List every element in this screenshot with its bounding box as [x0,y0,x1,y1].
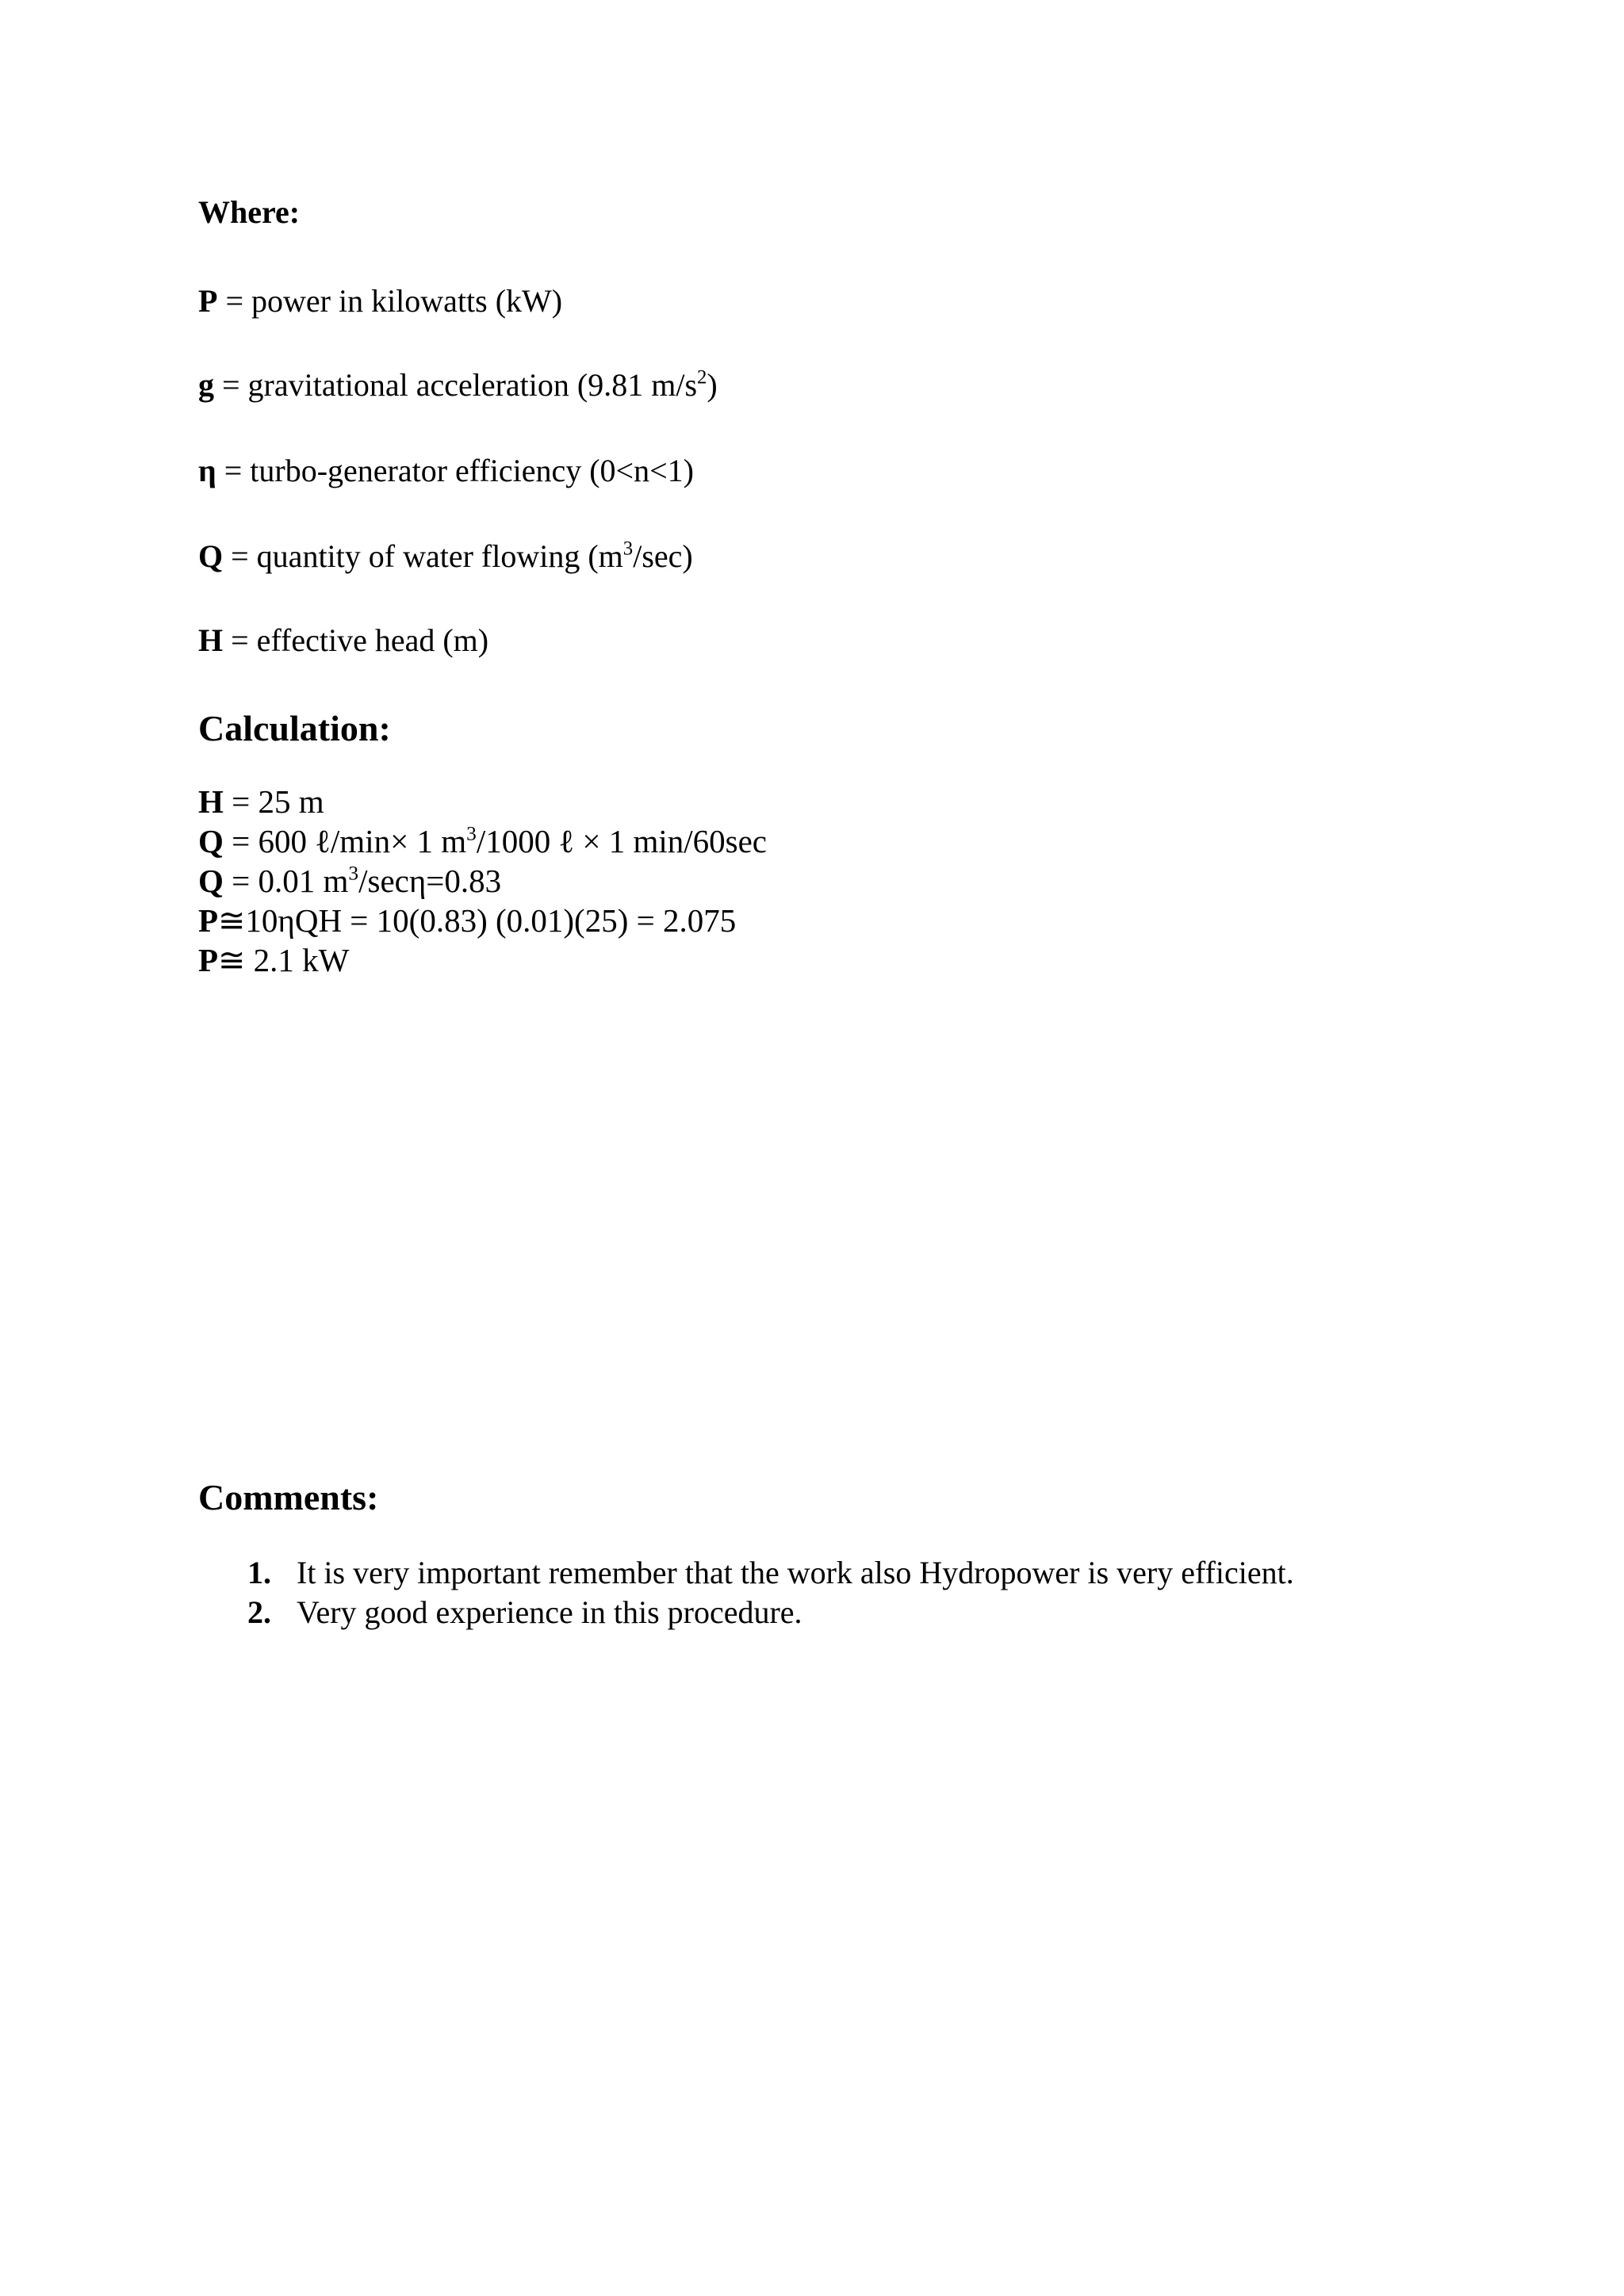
calculation-line [198,901,767,940]
calculation-symbol: H [198,783,224,820]
calculation-symbol: P [198,902,219,939]
definition-text-end: ) [707,367,718,403]
definition-text: = quantity of water flowing (m [231,538,623,574]
calculation-text: = 600 ℓ/min× 1 m [223,823,467,859]
definition-text: = gravitational acceleration (9.81 m/s [222,367,698,403]
calculation-symbol: P [198,942,219,978]
calculation-line [198,940,767,980]
definition-text-end: /sec) [633,538,693,574]
definition-text: = turbo-generator efficiency (0<n<1) [224,453,694,488]
calculation-superscript: 3 [466,822,477,845]
calculation-text: ≅10ηQH = 10(0.83) (0.01)(25) = 2.075 [218,902,737,939]
comments-heading: Comments: [198,1477,379,1517]
comment-item [247,1594,802,1631]
definition-power [198,282,562,320]
definition-symbol: H [198,622,224,658]
calculation-text: = 25 m [223,783,324,820]
calculation-text: ≅ 2.1 kW [218,942,350,978]
calculation-symbol: Q [198,823,224,859]
definition-symbol: Q [198,538,224,574]
definition-text: = power in kilowatts (kW) [225,283,563,319]
definition-superscript: 2 [697,366,707,388]
calculation-text-end: /1000 ℓ × 1 min/60sec [476,823,767,859]
calculation-text: = 0.01 m [223,863,349,899]
definition-text: = effective head (m) [231,622,489,658]
calculation-line [198,821,767,861]
where-heading: Where: [198,194,301,230]
definition-head [198,622,488,659]
definition-superscript: 3 [622,538,634,560]
calculation-line [198,782,767,821]
definition-gravity [198,366,718,404]
definition-symbol: η [198,453,216,488]
definition-efficiency [198,452,694,489]
definition-flow [198,538,693,575]
comment-number: 1. [247,1555,271,1590]
definition-symbol: P [198,283,218,319]
comment-number: 2. [247,1594,271,1630]
calculation-heading: Calculation: [198,708,391,748]
comment-item [247,1554,1294,1591]
calculation-line [198,861,767,901]
comment-text: It is very important remember that the work also Hydropower is very efficient. [297,1555,1294,1590]
definition-symbol: g [198,367,214,403]
calculation-superscript: 3 [348,862,359,885]
calculation-symbol: Q [198,863,224,899]
calculation-text-end: /secη=0.83 [358,863,502,899]
comment-text: Very good experience in this procedure. [297,1594,802,1630]
calculation-block [198,782,767,980]
